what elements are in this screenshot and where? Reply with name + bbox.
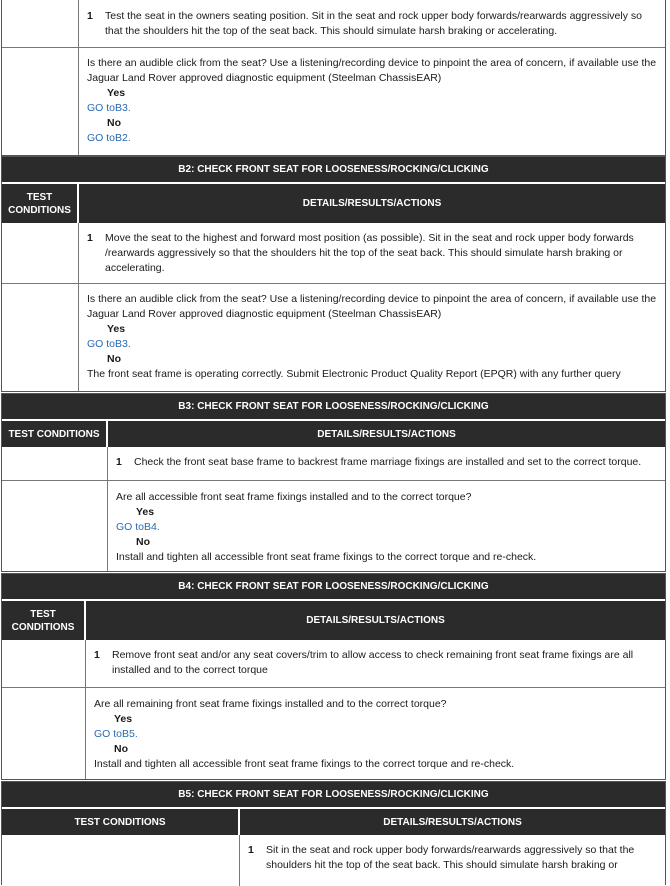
table-row	[2, 480, 665, 571]
no-label: No	[136, 536, 150, 548]
step-number: 1	[87, 232, 93, 244]
yes-label: Yes	[107, 87, 126, 99]
table-row	[2, 47, 665, 155]
details-cell	[79, 0, 665, 47]
step-number: 1	[87, 10, 93, 22]
no-action-text: The front seat frame is operating correctly. Submit Electronic Product Quality Report (EPQR) with any further query	[87, 368, 621, 380]
step-item	[87, 9, 657, 39]
yes-label: Yes	[114, 713, 133, 725]
details-cell	[79, 284, 665, 391]
step-text: Sit in the seat and rock upper body forwards/rearwards aggressively so that the shoulders hit the top of the seat back. This should simulate harsh braking or	[266, 844, 635, 871]
step-number: 1	[116, 456, 122, 468]
details-cell	[86, 640, 665, 687]
table-row	[2, 687, 665, 779]
no-label: No	[107, 353, 121, 365]
test-conditions-cell	[2, 481, 108, 571]
no-label: No	[114, 743, 128, 755]
b3-table	[1, 393, 666, 572]
step-item	[116, 455, 657, 470]
details-cell	[240, 835, 665, 886]
b2-header-row	[2, 184, 665, 223]
yes-label: Yes	[136, 506, 155, 518]
block0-table	[1, 0, 666, 156]
step-text: Test the seat in the owners seating position. Sit in the seat and rock upper body forwards/rearwards aggressively so that the shoulders hit the top of the seat back. This should simulate harsh braking or accelerating.	[105, 10, 642, 37]
question-text: Is there an audible click from the seat? Use a listening/recording device to pinpoint the area of concern, if available use the Jaguar Land Rover approved diagnostic equipment (Steelman ChassisEAR)	[87, 293, 657, 320]
col-details: DETAILS/RESULTS/ACTIONS	[317, 428, 456, 440]
step-number: 1	[94, 649, 100, 661]
b3-header-row	[2, 421, 665, 447]
test-conditions-cell	[2, 640, 86, 687]
test-conditions-cell	[2, 48, 79, 155]
col-test-conditions: TEST CONDITIONS	[2, 601, 86, 640]
question-text: Is there an audible click from the seat? Use a listening/recording device to pinpoint the area of concern, if available use the Jaguar Land Rover approved diagnostic equipment (Steelman ChassisEAR)	[87, 57, 657, 84]
table-row	[2, 0, 665, 47]
go-to-b2-link[interactable]: GO toB2.	[87, 132, 131, 144]
col-details: DETAILS/RESULTS/ACTIONS	[302, 198, 442, 209]
col-test-conditions: TEST CONDITIONS	[2, 184, 79, 223]
details-cell	[79, 48, 665, 155]
step-item	[248, 843, 657, 873]
test-conditions-cell	[2, 835, 240, 886]
no-action-text: Install and tighten all accessible front seat frame fixings to the correct torque and re-check.	[94, 758, 515, 770]
test-conditions-cell	[2, 223, 79, 283]
b5-title: B5: CHECK FRONT SEAT FOR LOOSENESS/ROCKING/CLICKING	[2, 782, 665, 809]
table-row	[2, 835, 665, 886]
col-test-conditions: TEST CONDITIONS	[2, 809, 240, 835]
details-cell	[108, 447, 665, 480]
step-number: 1	[248, 844, 254, 856]
step-item	[87, 231, 657, 276]
b3-title: B3: CHECK FRONT SEAT FOR LOOSENESS/ROCKING/CLICKING	[2, 394, 665, 421]
b2-title: B2: CHECK FRONT SEAT FOR LOOSENESS/ROCKING/CLICKING	[2, 157, 665, 184]
yes-label: Yes	[107, 323, 126, 335]
step-text: Remove front seat and/or any seat covers/trim to allow access to check remaining front seat frame fixings are all installed and to the correct torque	[112, 649, 634, 676]
no-action-text: Install and tighten all accessible front seat frame fixings to the correct torque and re-check.	[116, 551, 537, 563]
b4-header-row	[2, 601, 665, 640]
b2-table	[1, 156, 666, 392]
question-text: Are all remaining front seat frame fixings installed and to the correct torque?	[94, 698, 447, 710]
test-conditions-cell	[2, 0, 79, 47]
no-label: No	[107, 117, 121, 129]
b4-table	[1, 573, 666, 780]
table-row	[2, 283, 665, 391]
go-to-b5-link[interactable]: GO toB5.	[94, 728, 138, 740]
step-text: Move the seat to the highest and forward most position (as possible). Sit in the seat and rock upper body forwards /rearwards aggressively so that the shoulders hit the top of the seat back. This should simulate harsh braking or accelerating.	[105, 232, 634, 274]
col-test-conditions: TEST CONDITIONS	[2, 421, 108, 447]
go-to-b3-link[interactable]: GO toB3.	[87, 102, 131, 114]
test-conditions-cell	[2, 447, 108, 480]
table-row	[2, 640, 665, 687]
details-cell	[79, 223, 665, 283]
b4-title: B4: CHECK FRONT SEAT FOR LOOSENESS/ROCKING/CLICKING	[2, 574, 665, 601]
col-details: DETAILS/RESULTS/ACTIONS	[383, 816, 522, 828]
details-cell	[86, 688, 665, 779]
b5-table	[1, 781, 666, 885]
step-text: Check the front seat base frame to backrest frame marriage fixings are installed and set to the correct torque.	[134, 456, 642, 468]
go-to-b3-link[interactable]: GO toB3.	[87, 338, 131, 350]
table-row	[2, 223, 665, 283]
question-text: Are all accessible front seat frame fixings installed and to the correct torque?	[116, 491, 472, 503]
details-cell	[108, 481, 665, 571]
col-details: DETAILS/RESULTS/ACTIONS	[306, 615, 445, 626]
step-item	[94, 648, 657, 678]
go-to-b4-link[interactable]: GO toB4.	[116, 521, 160, 533]
test-conditions-cell	[2, 688, 86, 779]
table-row	[2, 447, 665, 480]
test-conditions-cell	[2, 284, 79, 391]
b5-header-row	[2, 809, 665, 835]
